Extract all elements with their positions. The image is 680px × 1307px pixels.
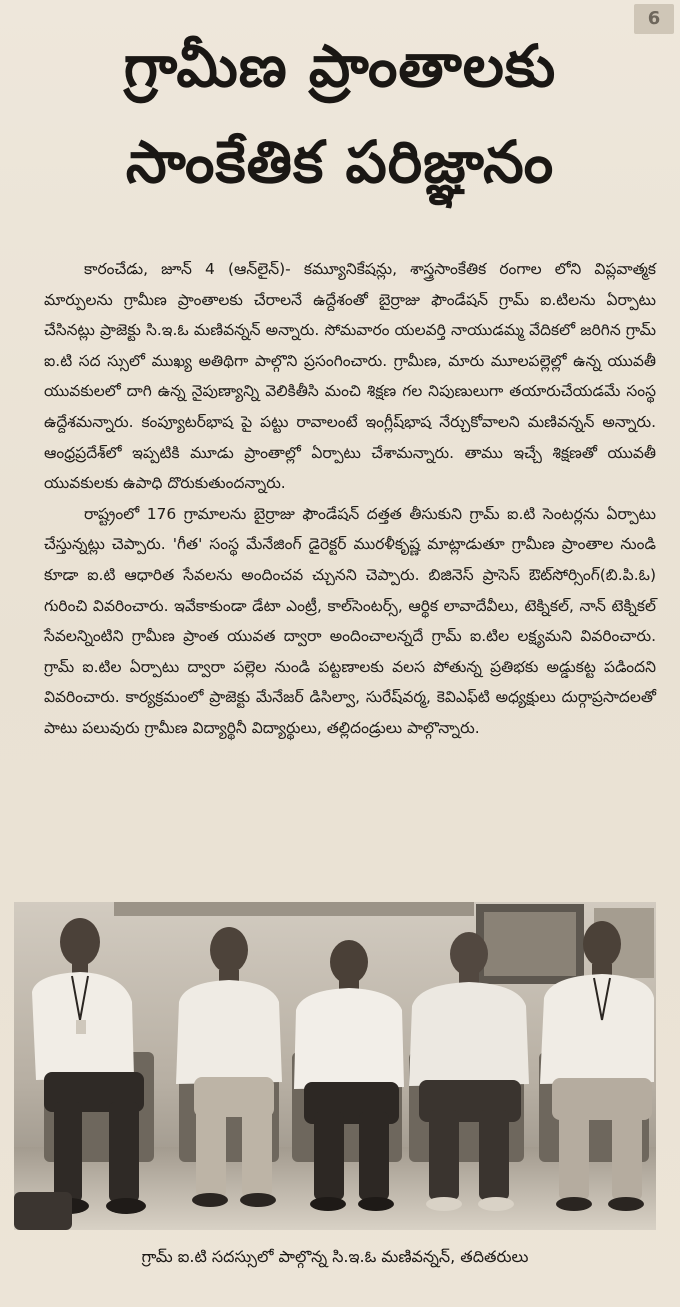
page-corner-mark: 6: [634, 4, 674, 34]
headline-line-1: గ్రామీణ ప్రాంతాలకు: [123, 32, 557, 100]
article-paragraph-2: రాష్ట్రంలో 176 గ్రామాలను బైర్రాజు ఫౌండేషన్ దత్తత తీసుకుని గ్రామ్ ఐ.టి సెంటర్లను ఏర్పాటు చేస్తున్నట్లు చెప్పారు. 'గీత' సంస్థ మేనేజింగ్ డైరెక్టర్ మురళీకృష్ణ మాట్లాడుతూ గ్రామీణ ప్రాంతాల నుండి కూడా ఐ.టి ఆధారిత సేవలను అందించవ చ్చునని చెప్పారు. బిజినెస్ ప్రాసెస్ ఔట్‌సోర్సింగ్(బి.పి.ఓ) గురించి వివరించారు. ఇవేకాకుండా డేటా ఎంట్రీ, కాల్‌సెంటర్స్, ఆర్థిక లావాదేవీలు, టెక్నికల్, నాన్ టెక్నికల్ సేవలన్నింటిని గ్రామీణ ప్రాంత యువత ద్వారా అందించాలన్నదే గ్రామ్ ఐ.టిల లక్ష్యమని వివరించారు. గ్రామ్ ఐ.టిల ఏర్పాటు ద్వారా పల్లెల నుండి పట్టణాలకు వలస పోతున్న ప్రతిభకు అడ్డుకట్ట పడిందని వివరించారు. కార్యక్రమంలో ప్రాజెక్టు మేనేజర్ డిసిల్వా, సురేష్‌వర్మ, కెవిఎఫ్‌టి అధ్యక్షులు దుర్గాప్రసాదలతో పాటు పలువురు గ్రామీణ విద్యార్థినీ విద్యార్థులు, తల్లిదండ్రులు పాల్గొన్నారు.: [44, 504, 656, 737]
headline-line-2: సాంకేతిక పరిజ్ఞానం: [125, 128, 555, 196]
news-photo: [14, 902, 656, 1230]
article-body: [44, 254, 656, 744]
headline: [18, 18, 662, 210]
bag: [14, 1192, 72, 1230]
article-paragraph-1: కారంచేడు, జూన్ 4 (ఆన్‌లైన్)- కమ్యూనికేషన్లు, శాస్త్రసాంకేతిక రంగాల లోని విప్లవాత్మక మార్పులను గ్రామీణ ప్రాంతాలకు చేరాలనే ఉద్దేశంతో బైర్రాజు ఫౌండేషన్ గ్రామ్ ఐ.టిలను ఏర్పాటు చేసినట్లు ప్రాజెక్టు సి.ఇ.ఓ మణివన్నన్ అన్నారు. సోమవారం యలవర్తి నాయుడమ్మ వేదికలో జరిగిన గ్రామ్ ఐ.టి సద స్సులో ముఖ్య అతిథిగా పాల్గొని ప్రసంగించారు. గ్రామీణ, మారు మూలపల్లెల్లో ఉన్న యువతీ యువకులలో దాగి ఉన్న నైపుణ్యాన్ని వెలికితీసి మంచి శిక్షణ గల నిపుణులుగా తయారుచేయడమే సంస్థ ఉద్దేశమన్నారు. కంప్యూటర్‌భాష పై పట్టు రావాలంటే ఇంగ్లీష్‌భాష నేర్చుకోవాలని మణివన్నన్ అన్నారు. ఆంధ్రప్రదేశ్‌లో ఇప్పటికి మూడు ప్రాంతాల్లో ఏర్పాటు చేశామన్నారు. తాము ఇచ్చే శిక్షణతో యువతీ యువకులకు ఉపాధి దొరుకుతుందన్నారు.: [44, 260, 656, 493]
news-photo-illustration: [14, 902, 656, 1230]
photo-caption: గ్రామ్ ఐ.టి సదస్సులో పాల్గొన్న సి.ఇ.ఓ మణివన్నన్, తదితరులు: [141, 1247, 529, 1266]
